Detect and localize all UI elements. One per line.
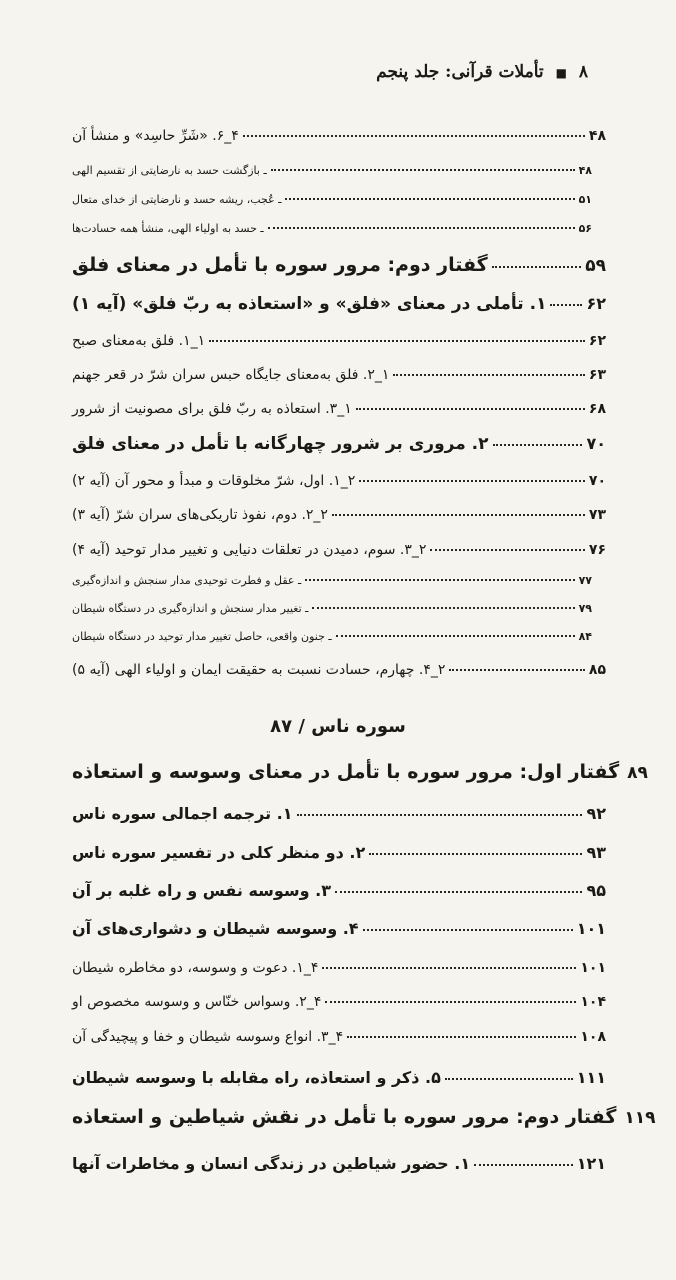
toc-entry-page: ۶۸ bbox=[588, 401, 606, 417]
toc-entry-title: ۲_۱. اول، شرّ مخلوقات و مبدأ و محور آن (آیه ۲) bbox=[72, 473, 356, 489]
toc-entry bbox=[72, 434, 606, 454]
toc-entry bbox=[72, 630, 606, 643]
toc-entry bbox=[72, 994, 606, 1010]
toc-entry-title: ۴_۱. دعوت و وسوسه، دو مخاطره شیطان bbox=[72, 960, 319, 976]
dot-leader bbox=[285, 198, 574, 200]
toc-entry-page: ۹۵ bbox=[586, 881, 606, 900]
toc-entry bbox=[72, 881, 606, 900]
toc-entry-title: ـ حسد به اولیاء الهی، منشأ همه حسادت‌ها bbox=[72, 222, 264, 235]
toc-entry bbox=[72, 473, 606, 489]
toc-entry-page: ۱۰۸ bbox=[580, 1029, 606, 1045]
toc-entry-title: ۱. تأملی در معنای «فلق» و «استعاذه به ربّ فلق» (آیه ۱) bbox=[72, 294, 547, 314]
toc-entry-page: ۷۷ bbox=[578, 574, 592, 587]
toc-entry bbox=[72, 507, 606, 523]
toc-entry-title: ۱. حضور شیاطین در زندگی انسان و مخاطرات آنها bbox=[72, 1154, 471, 1173]
toc-entry-title: ـ تغییر مدار سنجش و اندازه‌گیری در دستگاه شیطان bbox=[72, 602, 309, 615]
dot-leader bbox=[271, 169, 575, 171]
sura-heading: سوره ناس / ۸۷ bbox=[270, 716, 406, 737]
toc-entry-title: ۵. ذکر و استعاذه، راه مقابله با وسوسه شیطان bbox=[72, 1068, 441, 1087]
dot-leader bbox=[243, 135, 585, 137]
toc-entry-page: ۷۳ bbox=[588, 507, 606, 523]
toc-entry-page: ۷۰ bbox=[588, 473, 606, 489]
toc-entry-title: ۲. مروری بر شرور چهارگانه با تأمل در معنای فلق bbox=[72, 434, 489, 454]
dot-leader bbox=[550, 304, 582, 306]
toc-entry-title: ۲_۴. چهارم، حسادت نسبت به حقیقت ایمان و اولیاء الهی (آیه ۵) bbox=[72, 662, 446, 678]
dot-leader bbox=[347, 1036, 576, 1038]
toc-entry-title: ۴_۶. «شَرِّ حاسِد» و منشأ آن bbox=[72, 128, 239, 144]
toc-entry-title: ۴_۳. انواع وسوسه شیطان و خفا و پیچیدگی آن bbox=[72, 1029, 344, 1045]
toc-entry-page: ۶۲ bbox=[586, 294, 606, 313]
toc-entry-page: ۱۰۱ bbox=[576, 919, 606, 938]
header-page-number: ۸ bbox=[578, 62, 588, 82]
toc-entry bbox=[72, 1154, 606, 1173]
dot-leader bbox=[268, 227, 575, 229]
toc-entry bbox=[72, 761, 648, 783]
toc-entry-page: ۹۲ bbox=[586, 804, 606, 823]
toc-entry-title: ـ عُجب، ریشه حسد و نارضایتی از خدای متعال bbox=[72, 193, 282, 206]
toc-entry-page: ۴۸ bbox=[588, 128, 606, 144]
toc-entry-page: ۶۳ bbox=[588, 367, 606, 383]
toc-entry-page: ۱۰۴ bbox=[580, 994, 606, 1010]
toc-entry-title: ۱_۳. استعاذه به ربّ فلق برای مصونیت از شرور bbox=[72, 401, 352, 417]
toc-entry-title: ۴. وسوسه شیطان و دشواری‌های آن bbox=[72, 919, 359, 938]
toc-entry bbox=[72, 662, 606, 678]
toc-entry bbox=[72, 919, 606, 938]
toc-entry bbox=[72, 804, 606, 823]
toc-entry-page: ۸۴ bbox=[578, 630, 592, 643]
toc-entry-page: ۷۶ bbox=[588, 542, 606, 558]
toc-entry bbox=[72, 254, 606, 276]
toc-entry-title: ۴_۲. وسواس خنّاس و وسوسه مخصوص او bbox=[72, 994, 322, 1010]
toc-entry bbox=[72, 193, 606, 206]
dot-leader bbox=[449, 669, 585, 671]
dot-leader bbox=[305, 579, 574, 581]
toc-entry-title: ـ جنون واقعی، حاصل تغییر مدار توحید در دستگاه شیطان bbox=[72, 630, 332, 643]
dot-leader bbox=[312, 607, 574, 609]
toc-entry-title: ۲. دو منظر کلی در تفسیر سوره ناس bbox=[72, 843, 366, 862]
toc-entry bbox=[72, 333, 606, 349]
dot-leader bbox=[363, 929, 573, 931]
dot-leader bbox=[297, 814, 583, 816]
toc-entry-title: ۳. وسوسه نفس و راه غلبه بر آن bbox=[72, 881, 332, 900]
dot-leader bbox=[322, 967, 576, 969]
toc-entry-title: ۲_۲. دوم، نفوذ تاریکی‌های سران شرّ (آیه ۳) bbox=[72, 507, 328, 523]
dot-leader bbox=[335, 891, 582, 893]
toc-entry-title: گفتار دوم: مرور سوره با تأمل در نقش شیاطین و استعاذه bbox=[72, 1106, 617, 1128]
toc-entry-title: گفتار اول: مرور سوره با تأمل در معنای وسوسه و استعاذه bbox=[72, 761, 620, 783]
toc-entry-title: ۱_۱. فلق به‌معنای صبح bbox=[72, 333, 206, 349]
toc-entry bbox=[72, 294, 606, 314]
toc-entry bbox=[72, 602, 606, 615]
toc-entry bbox=[72, 960, 606, 976]
toc-entry-title: ـ بازگشت حسد به نارضایتی از تقسیم الهی bbox=[72, 164, 267, 177]
dot-leader bbox=[393, 374, 584, 376]
toc-entry-page: ۸۵ bbox=[588, 662, 606, 678]
toc-entry-page: ۴۸ bbox=[578, 164, 592, 177]
toc-entry-page: ۵۶ bbox=[578, 222, 592, 235]
toc-entry-title: گفتار دوم: مرور سوره با تأمل در معنای فلق bbox=[72, 254, 488, 276]
toc-entry bbox=[72, 542, 606, 558]
toc-entry-title: ـ عقل و فطرت توحیدی مدار سنجش و اندازه‌گیری bbox=[72, 574, 302, 587]
dot-leader bbox=[369, 853, 582, 855]
toc-entry-title: ۱_۲. فلق به‌معنای جایگاه حبس سران شرّ در قعر جهنم bbox=[72, 367, 390, 383]
toc-entry-page: ۱۲۱ bbox=[576, 1154, 606, 1173]
toc-entry bbox=[72, 164, 606, 177]
toc-entry bbox=[72, 1068, 606, 1087]
toc-entry-page: ۱۰۱ bbox=[580, 960, 606, 976]
toc-entry bbox=[72, 128, 606, 144]
dot-leader bbox=[359, 480, 585, 482]
dot-leader bbox=[474, 1164, 573, 1166]
dot-leader bbox=[325, 1001, 576, 1003]
toc-entry bbox=[72, 843, 606, 862]
toc-entry-page: ۵۱ bbox=[578, 193, 592, 206]
star-ornament-icon: ■ bbox=[555, 66, 567, 80]
dot-leader bbox=[336, 635, 575, 637]
dot-leader bbox=[493, 444, 583, 446]
dot-leader bbox=[430, 549, 585, 551]
toc-entry-page: ۱۱۱ bbox=[576, 1068, 606, 1087]
toc-entry-page: ۸۹ bbox=[627, 763, 648, 783]
toc-entry bbox=[72, 222, 606, 235]
toc-entry-page: ۵۹ bbox=[585, 256, 606, 276]
dot-leader bbox=[492, 266, 582, 268]
toc-entry-title: ۱. ترجمه اجمالی سوره ناس bbox=[72, 804, 293, 823]
toc-entry bbox=[72, 367, 606, 383]
header-book-title: تأملات قرآنی: جلد پنجم bbox=[376, 62, 544, 82]
dot-leader bbox=[209, 340, 585, 342]
toc-entry-page: ۱۱۹ bbox=[624, 1108, 656, 1128]
toc-entry bbox=[72, 574, 606, 587]
toc-entry-page: ۷۰ bbox=[586, 434, 606, 453]
toc-entry-page: ۷۹ bbox=[578, 602, 592, 615]
dot-leader bbox=[356, 408, 585, 410]
toc-entry-page: ۹۳ bbox=[586, 843, 606, 862]
toc-entry bbox=[72, 1029, 606, 1045]
toc-entry-title: ۲_۳. سوم، دمیدن در تعلقات دنیایی و تغییر مدار توحید (آیه ۴) bbox=[72, 542, 427, 558]
toc-entry bbox=[72, 401, 606, 417]
dot-leader bbox=[445, 1078, 573, 1080]
toc-entry-page: ۶۲ bbox=[588, 333, 606, 349]
toc-entry bbox=[72, 1106, 656, 1128]
dot-leader bbox=[332, 514, 585, 516]
